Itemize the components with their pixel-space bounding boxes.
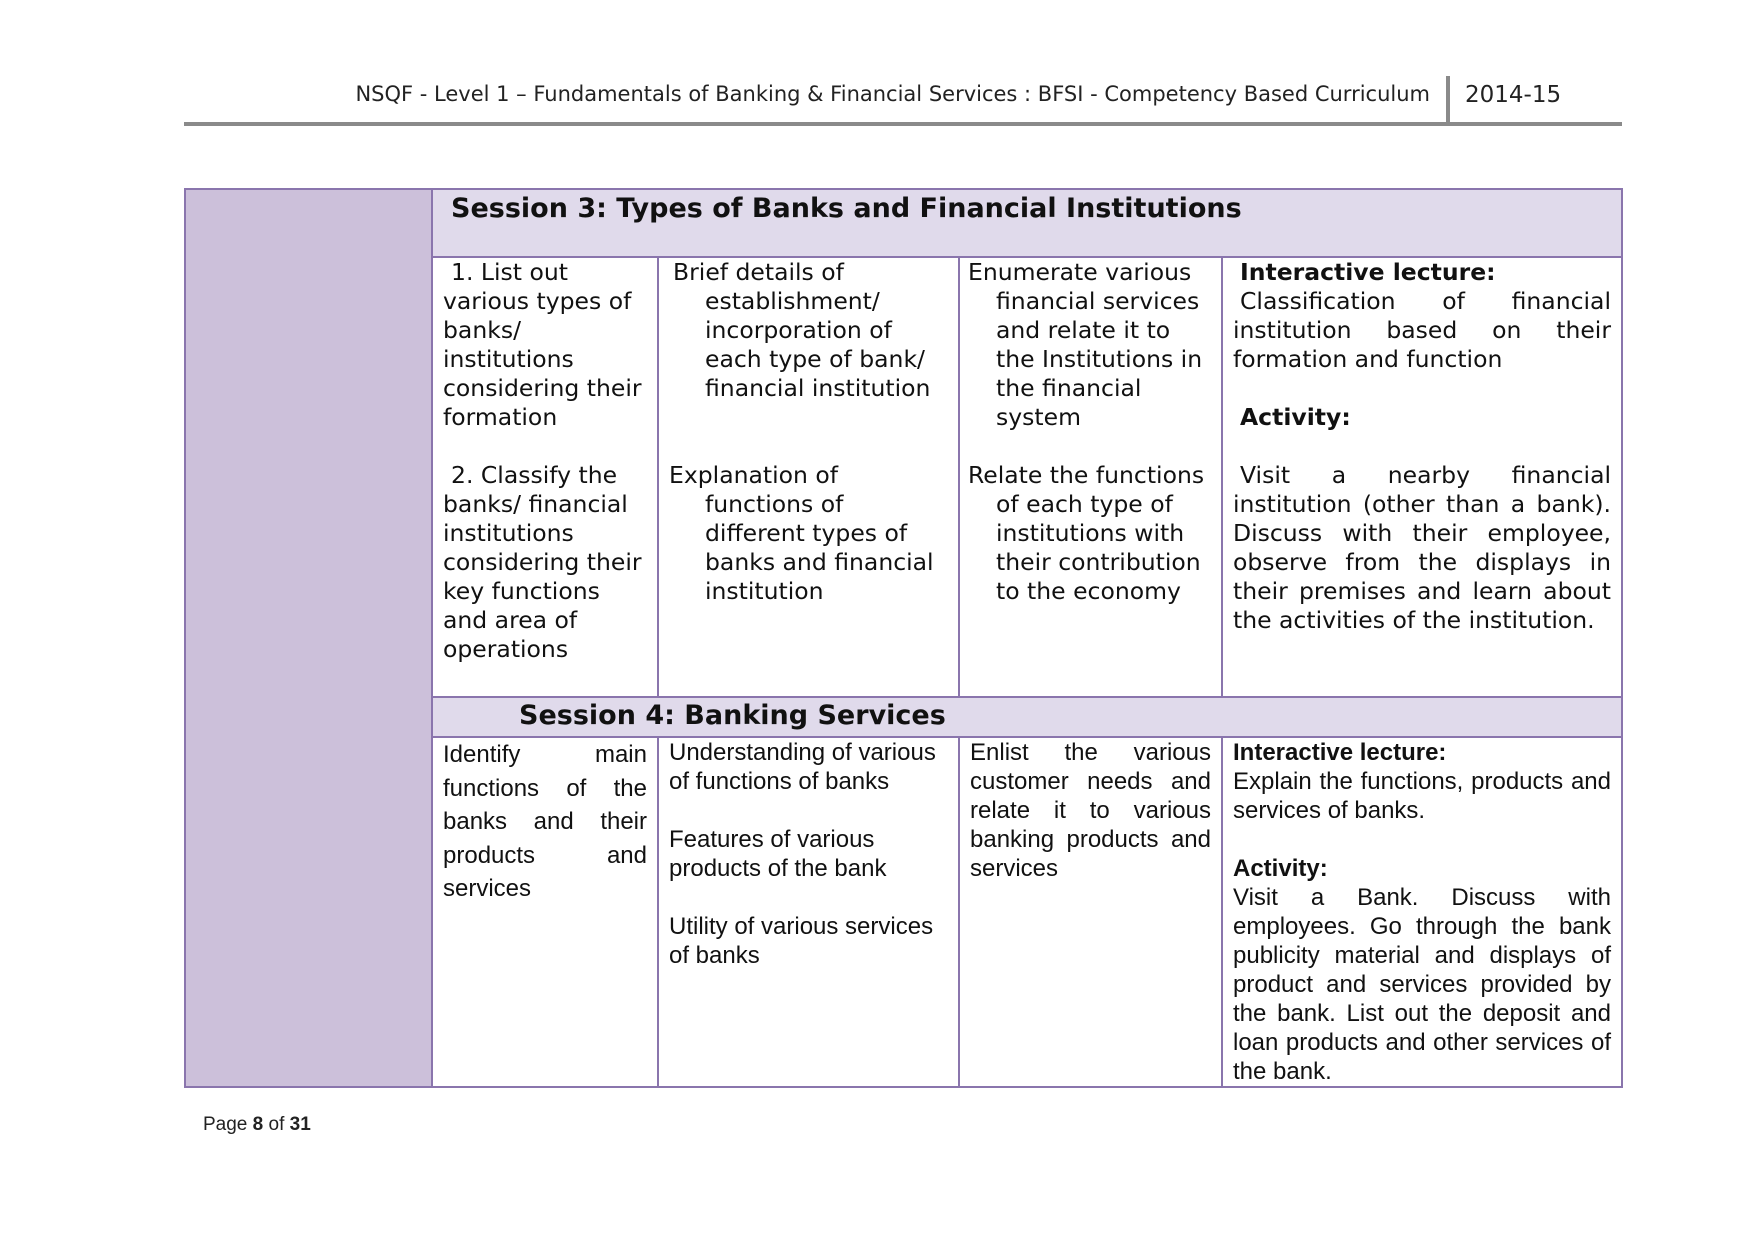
session-4-activity-text: Visit a Bank. Discuss with employees. Go through the bank publicity material and displays of product and services provided by the bank. List out the deposit and loan products and other services of the bank. bbox=[1233, 884, 1611, 1085]
header-year: 2014-15 bbox=[1465, 82, 1562, 108]
session-4-skills bbox=[959, 737, 1222, 1087]
session-4-knowledge bbox=[658, 737, 959, 1087]
session-4-knowledge-2: Features of various products of the bank bbox=[669, 826, 887, 882]
session-4-skill: Enlist the various customer needs and relate it to various banking products and services bbox=[970, 739, 1211, 882]
session-3-objectives bbox=[432, 257, 658, 697]
session-4-knowledge-3: Utility of various services of banks bbox=[669, 913, 934, 969]
session-3-lecture-text: Classification of financial institution based on their formation and function bbox=[1233, 287, 1611, 373]
session-3-skill-1: Enumerate various financial services and relate it to the Institutions in the financial system bbox=[968, 258, 1203, 431]
session-4-activity-label: Activity: bbox=[1233, 855, 1328, 882]
page-header bbox=[184, 78, 1622, 126]
session-4-knowledge-1: Understanding of various of functions of banks bbox=[669, 739, 936, 795]
session-4-lecture-text: Explain the functions, products and services of banks. bbox=[1233, 768, 1611, 824]
session-4-lecture-label: Interactive lecture: bbox=[1233, 739, 1447, 766]
curriculum-table bbox=[184, 188, 1621, 1088]
footer-page-total: 31 bbox=[289, 1114, 311, 1135]
session-4-objectives bbox=[432, 737, 658, 1087]
session-3-activity-text: Visit a nearby financial institution (other than a bank). Discuss with their employee, observe from the displays in their premises and learn about the activities of the institution. bbox=[1233, 461, 1611, 634]
session-3-knowledge-2: Explanation of functions of different types of banks and financial institution bbox=[669, 461, 934, 605]
header-separator bbox=[1446, 76, 1450, 122]
header-title: NSQF - Level 1 – Fundamentals of Banking & Financial Services : BFSI - Competency Based Curriculum bbox=[355, 82, 1430, 106]
session-4-title: Session 4: Banking Services bbox=[432, 697, 1622, 737]
footer-middle: of bbox=[263, 1114, 290, 1135]
session-3-knowledge bbox=[658, 257, 959, 697]
footer-page-number: 8 bbox=[252, 1114, 264, 1135]
session-3-activity-label: Activity: bbox=[1240, 403, 1351, 431]
session-3-objective-2: 2. Classify the banks/ financial institutions considering their key functions and area of operations bbox=[443, 461, 642, 663]
session-3-title: Session 3: Types of Banks and Financial Institutions bbox=[432, 189, 1622, 257]
session-3-skills bbox=[959, 257, 1222, 697]
session-3-knowledge-1: Brief details of establishment/ incorporation of each type of bank/ financial institution bbox=[673, 258, 931, 402]
session-3-lecture-label: Interactive lecture: bbox=[1240, 258, 1496, 286]
page-footer bbox=[203, 1114, 311, 1136]
session-4-methods bbox=[1222, 737, 1622, 1087]
session-3-methods bbox=[1222, 257, 1622, 697]
session-3-skill-2: Relate the functions of each type of institutions with their contribution to the economy bbox=[968, 461, 1205, 605]
side-column bbox=[185, 189, 432, 1087]
footer-prefix: Page bbox=[203, 1114, 253, 1135]
session-4-objective: Identify main functions of the banks and their products and services bbox=[443, 741, 647, 902]
session-3-objective-1: 1. List out various types of banks/ institutions considering their formation bbox=[443, 258, 642, 431]
